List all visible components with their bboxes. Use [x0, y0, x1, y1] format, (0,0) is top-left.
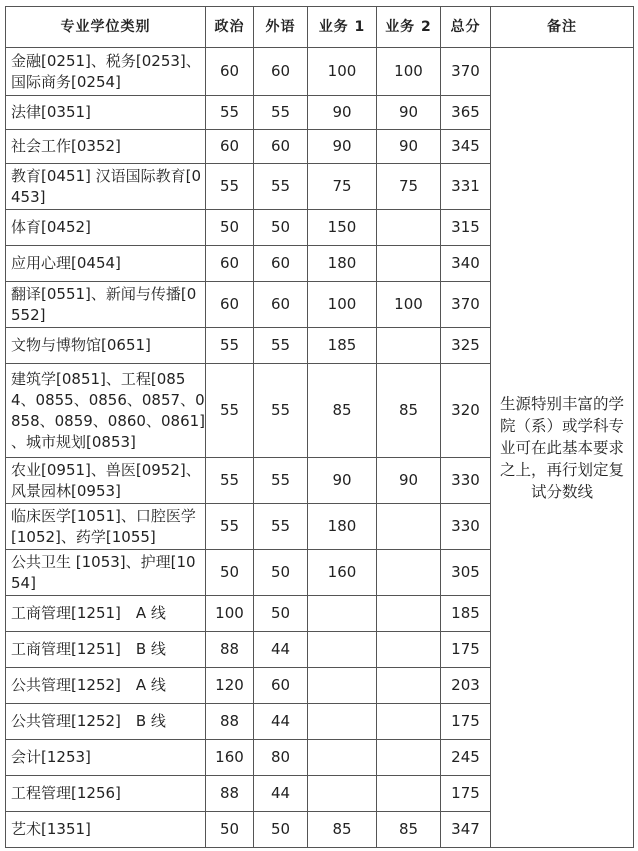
subject-2-cell — [377, 246, 441, 282]
total-cell: 370 — [441, 48, 491, 96]
subject-1-cell — [308, 776, 377, 812]
header-subject-2: 业务 2 — [377, 7, 441, 48]
subject-1-cell: 90 — [308, 96, 377, 130]
header-category: 专业学位类别 — [6, 7, 206, 48]
subject-2-cell: 100 — [377, 282, 441, 328]
politics-cell: 55 — [206, 458, 254, 504]
subject-2-cell: 90 — [377, 130, 441, 164]
language-cell: 44 — [254, 776, 308, 812]
language-cell: 55 — [254, 96, 308, 130]
subject-1-cell: 185 — [308, 328, 377, 364]
politics-cell: 50 — [206, 210, 254, 246]
total-cell: 245 — [441, 740, 491, 776]
politics-cell: 88 — [206, 632, 254, 668]
total-cell: 203 — [441, 668, 491, 704]
language-cell: 44 — [254, 704, 308, 740]
language-cell: 55 — [254, 328, 308, 364]
header-subject-1: 业务 1 — [308, 7, 377, 48]
total-cell: 175 — [441, 704, 491, 740]
subject-1-cell — [308, 668, 377, 704]
category-cell: 工商管理[1251] A 线 — [6, 596, 206, 632]
subject-2-cell — [377, 596, 441, 632]
subject-2-cell — [377, 504, 441, 550]
header-row — [6, 7, 634, 48]
subject-1-cell — [308, 632, 377, 668]
table-row — [6, 48, 634, 96]
politics-cell: 120 — [206, 668, 254, 704]
politics-cell: 60 — [206, 130, 254, 164]
total-cell: 175 — [441, 632, 491, 668]
category-cell: 临床医学[1051]、口腔医学[1052]、药学[1055] — [6, 504, 206, 550]
language-cell: 50 — [254, 596, 308, 632]
language-cell: 44 — [254, 632, 308, 668]
subject-1-cell — [308, 704, 377, 740]
category-cell: 农业[0951]、兽医[0952]、风景园林[0953] — [6, 458, 206, 504]
language-cell: 60 — [254, 246, 308, 282]
subject-2-cell: 85 — [377, 812, 441, 848]
total-cell: 325 — [441, 328, 491, 364]
total-cell: 347 — [441, 812, 491, 848]
language-cell: 60 — [254, 282, 308, 328]
subject-2-cell — [377, 668, 441, 704]
politics-cell: 55 — [206, 504, 254, 550]
score-table-container — [5, 6, 633, 848]
politics-cell: 100 — [206, 596, 254, 632]
subject-2-cell: 85 — [377, 364, 441, 458]
category-cell: 社会工作[0352] — [6, 130, 206, 164]
header-total: 总分 — [441, 7, 491, 48]
category-cell: 应用心理[0454] — [6, 246, 206, 282]
category-cell: 教育[0451] 汉语国际教育[0453] — [6, 164, 206, 210]
category-cell: 工商管理[1251] B 线 — [6, 632, 206, 668]
header-politics: 政治 — [206, 7, 254, 48]
total-cell: 345 — [441, 130, 491, 164]
subject-1-cell: 85 — [308, 812, 377, 848]
total-cell: 340 — [441, 246, 491, 282]
subject-2-cell: 90 — [377, 458, 441, 504]
category-cell: 文物与博物馆[0651] — [6, 328, 206, 364]
subject-1-cell: 180 — [308, 246, 377, 282]
language-cell: 55 — [254, 504, 308, 550]
language-cell: 55 — [254, 458, 308, 504]
language-cell: 80 — [254, 740, 308, 776]
language-cell: 55 — [254, 164, 308, 210]
subject-2-cell — [377, 740, 441, 776]
politics-cell: 60 — [206, 246, 254, 282]
politics-cell: 55 — [206, 164, 254, 210]
total-cell: 315 — [441, 210, 491, 246]
category-cell: 体育[0452] — [6, 210, 206, 246]
category-cell: 公共管理[1252] A 线 — [6, 668, 206, 704]
remarks-cell: 生源特别丰富的学院（系）或学科专业可在此基本要求之上，再行划定复试分数线 — [491, 48, 634, 848]
subject-1-cell: 160 — [308, 550, 377, 596]
total-cell: 330 — [441, 458, 491, 504]
category-cell: 公共管理[1252] B 线 — [6, 704, 206, 740]
subject-1-cell — [308, 596, 377, 632]
language-cell: 60 — [254, 130, 308, 164]
politics-cell: 88 — [206, 776, 254, 812]
subject-1-cell: 75 — [308, 164, 377, 210]
politics-cell: 60 — [206, 282, 254, 328]
score-table — [5, 6, 634, 848]
politics-cell: 60 — [206, 48, 254, 96]
total-cell: 330 — [441, 504, 491, 550]
category-cell: 艺术[1351] — [6, 812, 206, 848]
subject-2-cell: 90 — [377, 96, 441, 130]
subject-1-cell: 90 — [308, 130, 377, 164]
politics-cell: 55 — [206, 364, 254, 458]
language-cell: 60 — [254, 48, 308, 96]
politics-cell: 88 — [206, 704, 254, 740]
subject-1-cell: 150 — [308, 210, 377, 246]
subject-2-cell: 75 — [377, 164, 441, 210]
total-cell: 185 — [441, 596, 491, 632]
category-cell: 建筑学[0851]、工程[0854、0855、0856、0857、0858、0859、0860、0861] 、城市规划[0853] — [6, 364, 206, 458]
category-cell: 翻译[0551]、新闻与传播[0552] — [6, 282, 206, 328]
language-cell: 60 — [254, 668, 308, 704]
subject-1-cell: 180 — [308, 504, 377, 550]
subject-2-cell — [377, 632, 441, 668]
language-cell: 55 — [254, 364, 308, 458]
politics-cell: 55 — [206, 96, 254, 130]
total-cell: 370 — [441, 282, 491, 328]
total-cell: 320 — [441, 364, 491, 458]
subject-1-cell — [308, 740, 377, 776]
category-cell: 金融[0251]、税务[0253]、国际商务[0254] — [6, 48, 206, 96]
subject-1-cell: 100 — [308, 282, 377, 328]
total-cell: 365 — [441, 96, 491, 130]
language-cell: 50 — [254, 210, 308, 246]
category-cell: 工程管理[1256] — [6, 776, 206, 812]
subject-2-cell — [377, 210, 441, 246]
politics-cell: 50 — [206, 812, 254, 848]
subject-2-cell — [377, 550, 441, 596]
subject-1-cell: 85 — [308, 364, 377, 458]
subject-1-cell: 90 — [308, 458, 377, 504]
category-cell: 会计[1253] — [6, 740, 206, 776]
category-cell: 公共卫生 [1053]、护理[1054] — [6, 550, 206, 596]
politics-cell: 55 — [206, 328, 254, 364]
category-cell: 法律[0351] — [6, 96, 206, 130]
total-cell: 331 — [441, 164, 491, 210]
subject-2-cell — [377, 704, 441, 740]
politics-cell: 50 — [206, 550, 254, 596]
language-cell: 50 — [254, 550, 308, 596]
total-cell: 305 — [441, 550, 491, 596]
subject-1-cell: 100 — [308, 48, 377, 96]
language-cell: 50 — [254, 812, 308, 848]
total-cell: 175 — [441, 776, 491, 812]
header-remarks: 备注 — [491, 7, 634, 48]
subject-2-cell — [377, 776, 441, 812]
subject-2-cell: 100 — [377, 48, 441, 96]
header-language: 外语 — [254, 7, 308, 48]
politics-cell: 160 — [206, 740, 254, 776]
subject-2-cell — [377, 328, 441, 364]
